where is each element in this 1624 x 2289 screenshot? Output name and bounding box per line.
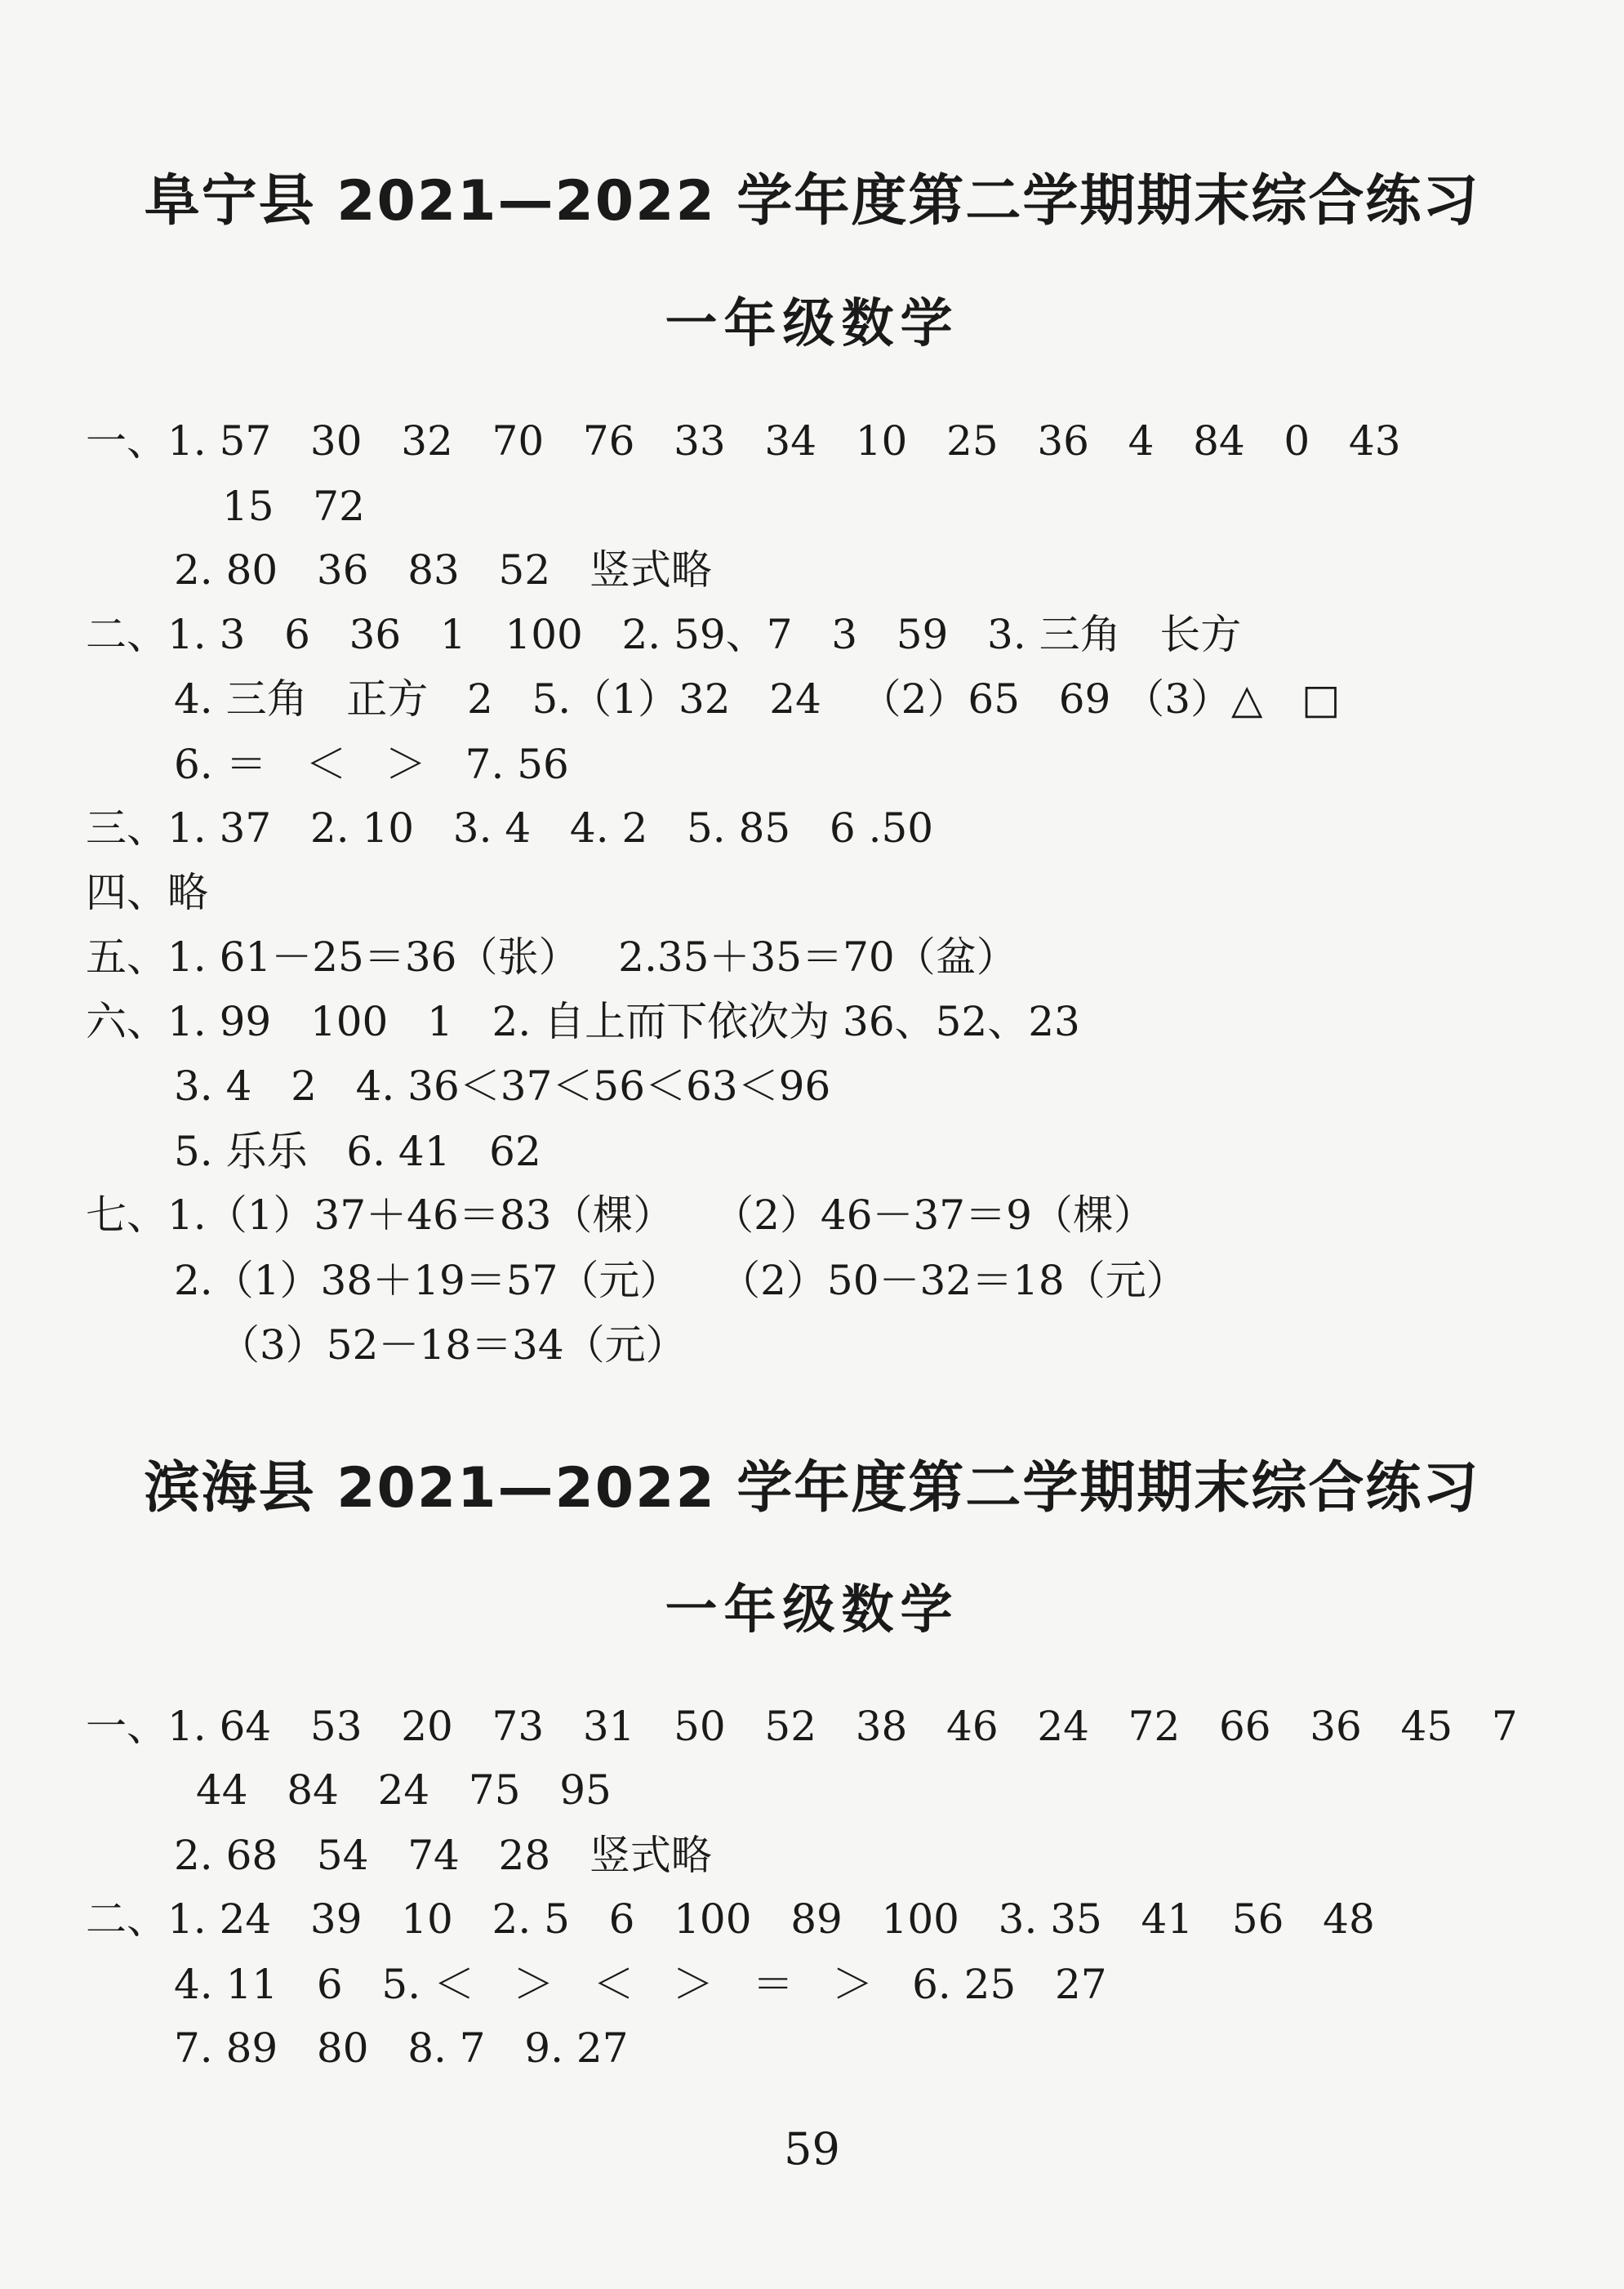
s2-line-4: 二、1. 24 39 10 2. 5 6 100 89 100 3. 35 41 56 48: [86, 1895, 1375, 1943]
s2-line-6: 7. 89 80 8. 7 9. 27: [174, 2024, 629, 2072]
s1-line-9: 五、1. 61－25＝36（张） 2.35＋35＝70（盆）: [86, 933, 1017, 981]
s2-line-5: 4. 11 6 5. ＜ ＞ ＜ ＞ ＝ ＞ 6. 25 27: [174, 1961, 1107, 2008]
s1-line-12: 5. 乐乐 6. 41 62: [174, 1128, 541, 1175]
page-number: 59: [784, 2123, 840, 2175]
s1-line-8: 四、略: [86, 869, 208, 916]
section1-title: 阜宁县 2021—2022 学年度第二学期期末综合练习: [144, 169, 1480, 234]
s2-line-3: 2. 68 54 74 28 竖式略: [174, 1832, 712, 1879]
section1-subtitle: 一年级数学: [665, 294, 959, 354]
s1-line-10: 六、1. 99 100 1 2. 自上而下依次为 36、52、23: [86, 998, 1080, 1045]
s1-line-13: 七、1.（1）37＋46＝83（棵） （2）46－37＝9（棵）: [86, 1191, 1155, 1239]
s1-line-3: 2. 80 36 83 52 竖式略: [174, 546, 712, 594]
section2-title: 滨海县 2021—2022 学年度第二学期期末综合练习: [144, 1456, 1480, 1521]
s1-line-11: 3. 4 2 4. 36＜37＜56＜63＜96: [174, 1062, 831, 1110]
s2-line-2: 44 84 24 75 95: [196, 1766, 612, 1814]
s2-line-1: 一、1. 64 53 20 73 31 50 52 38 46 24 72 66 36 45 7: [86, 1703, 1518, 1750]
s1-line-6: 6. ＝ ＜ ＞ 7. 56: [174, 741, 569, 788]
s1-line-7: 三、1. 37 2. 10 3. 4 4. 2 5. 85 6 .50: [86, 804, 934, 852]
s1-line-1: 一、1. 57 30 32 70 76 33 34 10 25 36 4 84 0 43: [86, 417, 1401, 465]
s1-line-14: 2.（1）38＋19＝57（元） （2）50－32＝18（元）: [174, 1257, 1187, 1304]
s1-line-2: 15 72: [222, 483, 365, 530]
s1-line-15: （3）52－18＝34（元）: [219, 1321, 687, 1369]
s1-line-4: 二、1. 3 6 36 1 100 2. 59、7 3 59 3. 三角 长方: [86, 611, 1242, 658]
s1-line-5: 4. 三角 正方 2 5.（1）32 24 （2）65 69 （3）△ □: [174, 675, 1341, 723]
section2-subtitle: 一年级数学: [665, 1580, 959, 1641]
